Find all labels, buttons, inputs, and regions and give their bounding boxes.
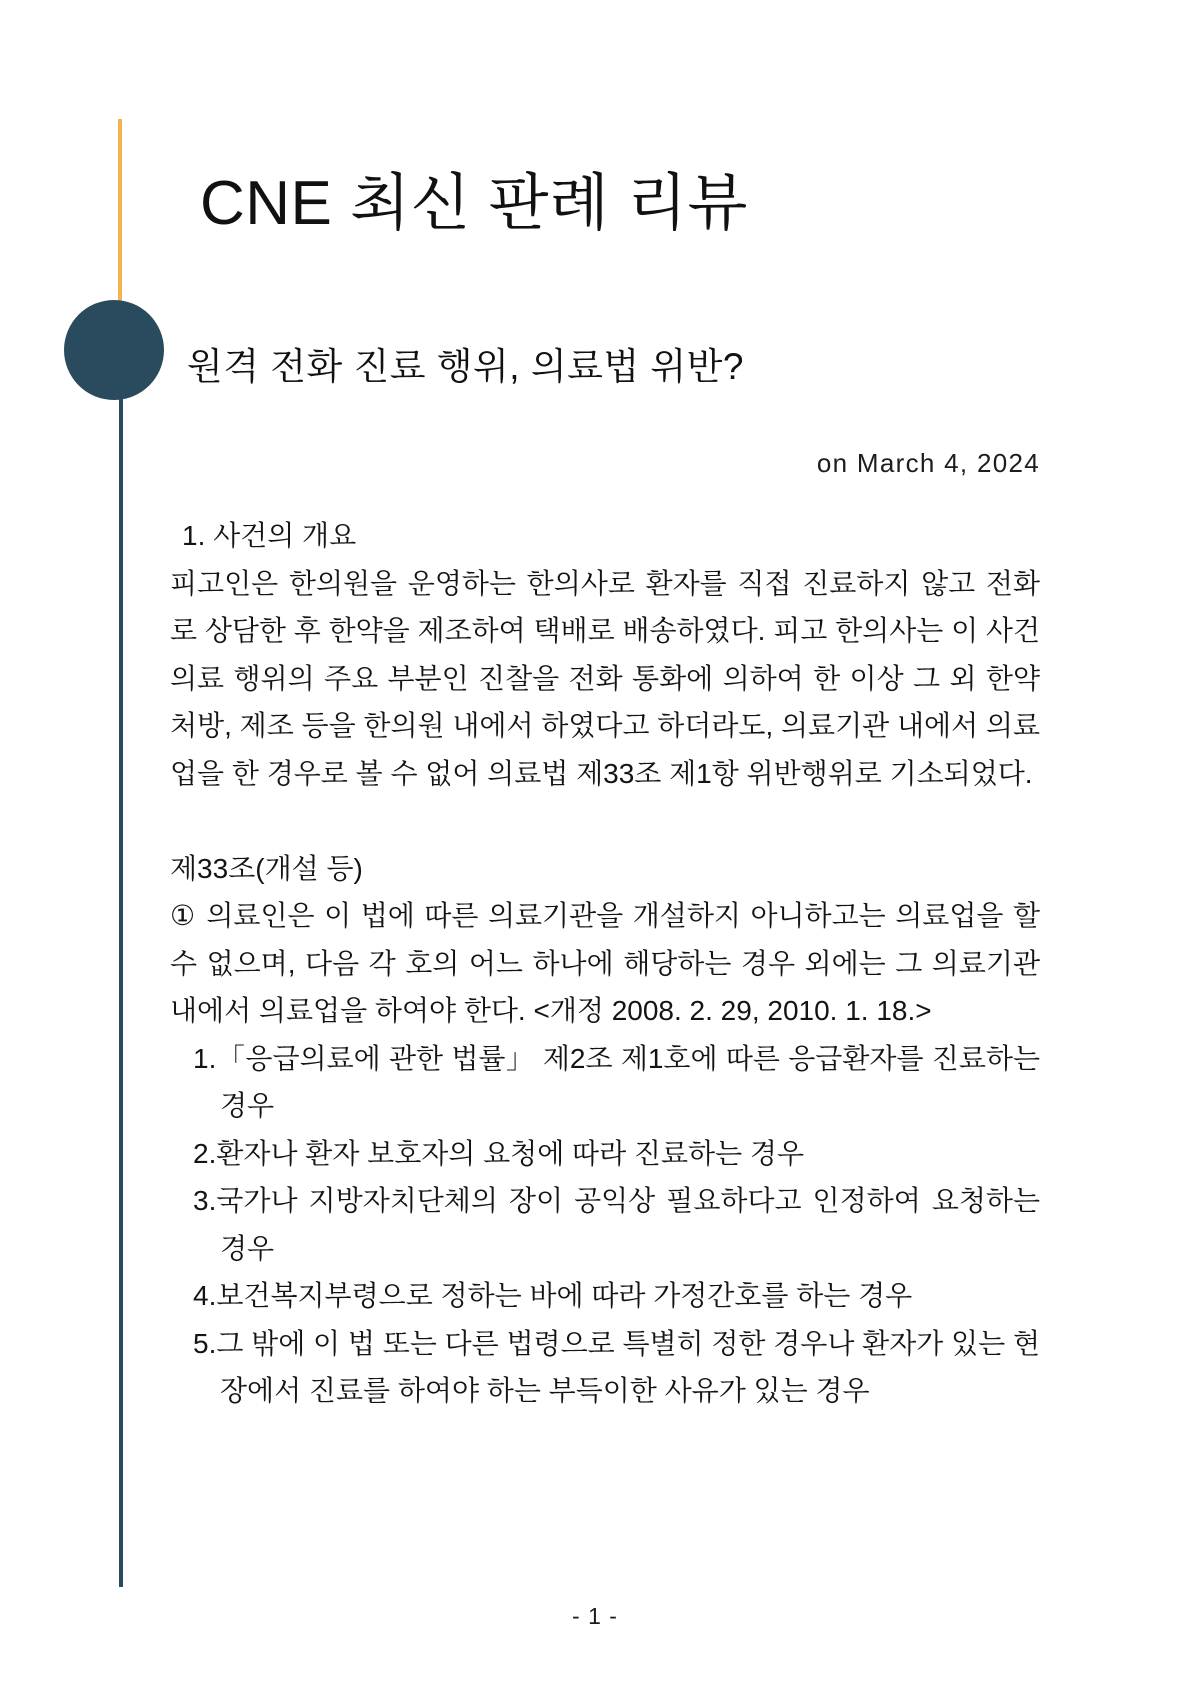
- page-title: CNE 최신 판례 리뷰: [200, 169, 748, 238]
- law-item-number: 4.: [193, 1280, 217, 1311]
- law-item: [170, 1272, 1040, 1320]
- law-item-text: 보건복지부령으로 정하는 바에 따라 가정간호를 하는 경우: [216, 1280, 913, 1311]
- page-number: - 1 -: [572, 1603, 618, 1629]
- publish-date: on March 4, 2024: [816, 448, 1040, 478]
- section-heading: 1. 사건의 개요: [182, 520, 357, 551]
- law-item-number: 1.: [193, 1042, 217, 1074]
- body-content: [170, 512, 1040, 1415]
- orange-accent-line: [118, 119, 122, 301]
- law-item-text: 국가나 지방자치단체의 장이 공익상 필요하다고 인정하여 요청하는 경우: [216, 1185, 1040, 1264]
- teal-accent-line: [119, 396, 123, 1587]
- law-item: [170, 1177, 1040, 1272]
- law-item-text: 그 밖에 이 법 또는 다른 법령으로 특별히 정한 경우나 환자가 있는 현장에서 진료를 하여야 하는 부득이한 사유가 있는 경우: [216, 1327, 1041, 1406]
- law-item: [170, 1035, 1040, 1130]
- law-item-number: 3.: [193, 1185, 217, 1216]
- law-item: [170, 1130, 1040, 1178]
- case-summary-paragraph: 피고인은 한의원을 운영하는 한의사로 환자를 직접 진료하지 않고 전화로 상담한 후 한약을 제조하여 택배로 배송하였다. 피고 한의사는 이 사건 의료 행위의 주요 부분인 진찰을 전화 통화에 의하여 한 이상 그 외 한약 처방, 제조 등을 한의원 내에서 하였다고 하더라도, 의료기관 내에서 의료업을 한 경우로 볼 수 없어 의료법 제33조 제1항 위반행위로 기소되었다.: [170, 567, 1040, 789]
- law-item-text: 「응급의료에 관한 법률」 제2조 제1호에 따른 응급환자를 진료하는 경우: [216, 1042, 1040, 1121]
- law-item: [170, 1320, 1040, 1415]
- law-item-number: 2.: [193, 1137, 217, 1169]
- law-item-text: 환자나 환자 보호자의 요청에 따라 진료하는 경우: [216, 1137, 804, 1169]
- law-intro-paragraph: ① 의료인은 이 법에 따른 의료기관을 개설하지 아니하고는 의료업을 할 수 없으며, 다음 각 호의 어느 하나에 해당하는 경우 외에는 그 의료기관 내에서 의료업을 하여야 한다. <개정 2008. 2. 29, 2010. 1. 18.>: [170, 900, 1040, 1026]
- teal-accent-circle: [64, 300, 164, 400]
- paragraph-spacer: [170, 797, 1040, 845]
- law-item-number: 5.: [193, 1327, 217, 1359]
- page-subtitle: 원격 전화 진료 행위, 의료법 위반?: [187, 346, 744, 387]
- law-item-list: [170, 1035, 1040, 1415]
- law-article-heading: 제33조(개설 등): [170, 852, 363, 884]
